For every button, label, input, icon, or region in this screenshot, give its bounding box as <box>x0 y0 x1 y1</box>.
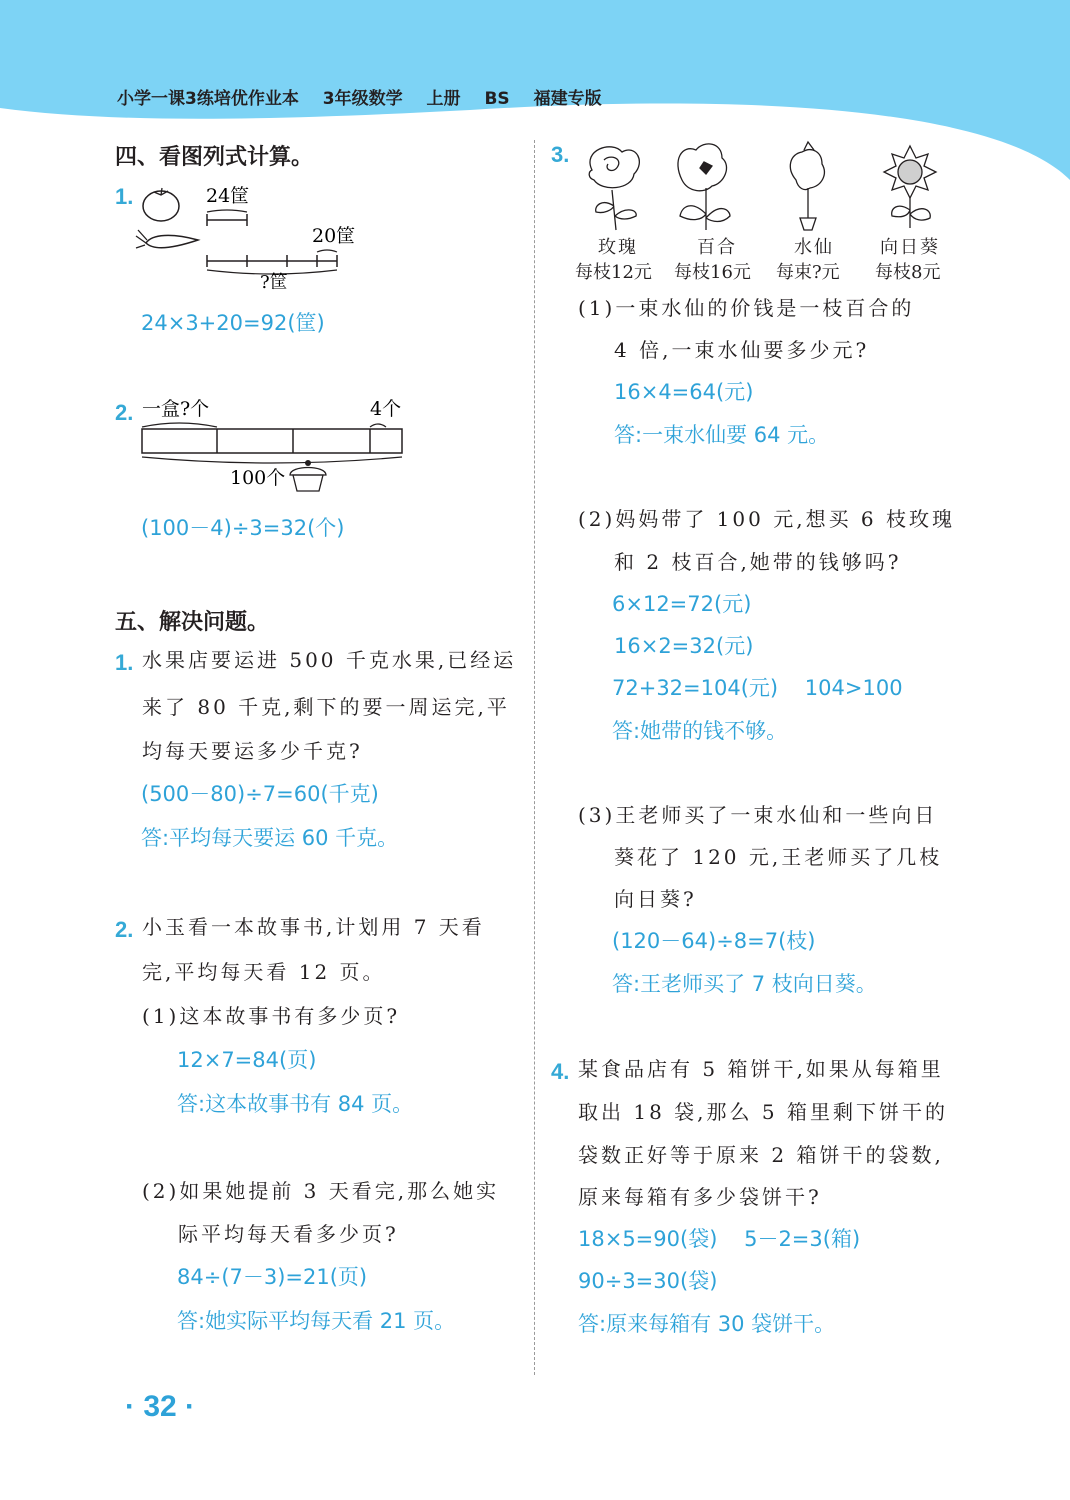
s5-q1-line3: 均每天要运多少千克? <box>142 739 363 763</box>
s5-q3-sub2-answer3: 72+32=104(元) 104>100 <box>612 676 903 700</box>
lily-icon <box>678 144 730 230</box>
s5-q1-number: 1. <box>115 650 134 675</box>
section4-title: 四、看图列式计算。 <box>115 145 314 170</box>
s5-q3-sub3-answer: (120－64)÷8=7(枝) <box>612 929 816 953</box>
s5-q4-reply: 答:原来每箱有 30 袋饼干。 <box>578 1312 836 1336</box>
s4-q2-diagram <box>135 395 415 495</box>
s5-q2-sub2-reply: 答:她实际平均每天看 21 页。 <box>177 1309 456 1333</box>
s4-q2-answer: (100－4)÷3=32(个) <box>141 516 345 540</box>
header-series: 小学一课3练培优作业本 <box>117 89 299 109</box>
label-total: 100个 <box>230 467 286 489</box>
s5-q1-reply: 答:平均每天要运 60 千克。 <box>141 826 399 850</box>
flower-name-lily: 百合 <box>697 237 737 258</box>
s4-q2-number: 2. <box>115 400 134 425</box>
s5-q4-line4: 原来每箱有多少袋饼干? <box>578 1185 822 1209</box>
s5-q3-sub3-line3: 向日葵? <box>614 887 697 911</box>
label-extra: 4个 <box>370 398 402 420</box>
s5-q2-line2: 完,平均每天看 12 页。 <box>142 960 386 984</box>
header-info <box>117 84 620 109</box>
s5-q2-sub2-line1: (2)如果她提前 3 天看完,那么她实 <box>142 1179 500 1203</box>
s5-q3-sub1-answer: 16×4=64(元) <box>614 380 754 404</box>
s5-q3-sub3-reply: 答:王老师买了 7 枝向日葵。 <box>612 972 877 996</box>
s4-q1-diagram <box>132 178 372 298</box>
flower-price-narcissus: 每束?元 <box>776 262 840 283</box>
s5-q3-number: 3. <box>551 142 570 167</box>
s5-q3-sub2-answer1: 6×12=72(元) <box>612 592 752 616</box>
label-unknown: ?筐 <box>260 272 288 293</box>
s5-q2-sub2-line2: 际平均每天看多少页? <box>178 1222 399 1246</box>
section5-title: 五、解决问题。 <box>115 610 270 635</box>
s5-q3-sub1-line1: (1)一束水仙的价钱是一枝百合的 <box>578 296 915 320</box>
s5-q2-sub1-question: (1)这本故事书有多少页? <box>142 1004 401 1028</box>
s5-q3-sub2-line2: 和 2 枝百合,她带的钱够吗? <box>614 550 902 574</box>
s5-q4-number: 4. <box>551 1059 570 1084</box>
s5-q1-line1: 水果店要运进 500 千克水果,已经运 <box>142 648 517 672</box>
s5-q4-line1: 某食品店有 5 箱饼干,如果从每箱里 <box>578 1057 944 1081</box>
s5-q3-sub2-answer2: 16×2=32(元) <box>614 634 754 658</box>
flower-name-sunflower: 向日葵 <box>880 237 940 258</box>
column-divider <box>534 140 535 1375</box>
header-grade: 3年级数学 <box>322 89 403 109</box>
flower-pictures <box>572 140 962 235</box>
flower-name-rose: 玫瑰 <box>598 237 638 258</box>
label-20: 20筐 <box>312 225 356 247</box>
s5-q3-sub3-line2: 葵花了 120 元,王老师买了几枝 <box>614 845 943 869</box>
s5-q1-answer: (500－80)÷7=60(千克) <box>141 782 379 806</box>
s5-q2-sub2-answer: 84÷(7－3)=21(页) <box>177 1265 368 1289</box>
s5-q2-number: 2. <box>115 917 134 942</box>
s5-q3-sub2-reply: 答:她带的钱不够。 <box>612 719 788 743</box>
s5-q3-sub1-line2: 4 倍,一束水仙要多少元? <box>614 338 870 362</box>
cupcake-icon <box>290 460 326 491</box>
s4-q1-number: 1. <box>115 184 134 209</box>
s5-q2-sub1-answer: 12×7=84(页) <box>177 1048 317 1072</box>
flower-price-rose: 每枝12元 <box>575 262 652 283</box>
page-number: · 32 · <box>125 1390 196 1423</box>
label-box: 一盒?个 <box>142 398 210 420</box>
s5-q3-sub1-reply: 答:一束水仙要 64 元。 <box>614 423 830 447</box>
s5-q3-sub3-line1: (3)王老师买了一束水仙和一些向日 <box>578 803 938 827</box>
s5-q2-sub1-reply: 答:这本故事书有 84 页。 <box>177 1092 414 1116</box>
s5-q3-sub2-line1: (2)妈妈带了 100 元,想买 6 枝玫瑰 <box>578 507 956 531</box>
header-volume: 上册 <box>426 89 461 109</box>
s5-q4-line3: 袋数正好等于原来 2 箱饼干的袋数, <box>578 1143 944 1167</box>
flower-price-lily: 每枝16元 <box>674 262 751 283</box>
s5-q4-answer1: 18×5=90(袋) 5－2=3(箱) <box>578 1227 861 1251</box>
sunflower-icon <box>884 146 936 228</box>
s4-q1-answer: 24×3+20=92(筐) <box>141 311 325 335</box>
s5-q2-line1: 小玉看一本故事书,计划用 7 天看 <box>142 915 485 939</box>
label-24: 24筐 <box>206 185 250 207</box>
s5-q1-line2: 来了 80 千克,剩下的要一周运完,平 <box>142 695 510 719</box>
header-edition: BS <box>484 89 510 109</box>
tomato-icon <box>143 188 179 221</box>
header-region: 福建专版 <box>533 89 602 109</box>
flower-name-narcissus: 水仙 <box>794 237 834 258</box>
s5-q4-line2: 取出 18 袋,那么 5 箱里剩下饼干的 <box>578 1100 948 1124</box>
flower-price-sunflower: 每枝8元 <box>875 262 941 283</box>
carrot-icon <box>136 230 198 248</box>
rose-icon <box>589 147 639 230</box>
narcissus-icon <box>790 142 824 230</box>
s5-q4-answer2: 90÷3=30(袋) <box>578 1269 718 1293</box>
